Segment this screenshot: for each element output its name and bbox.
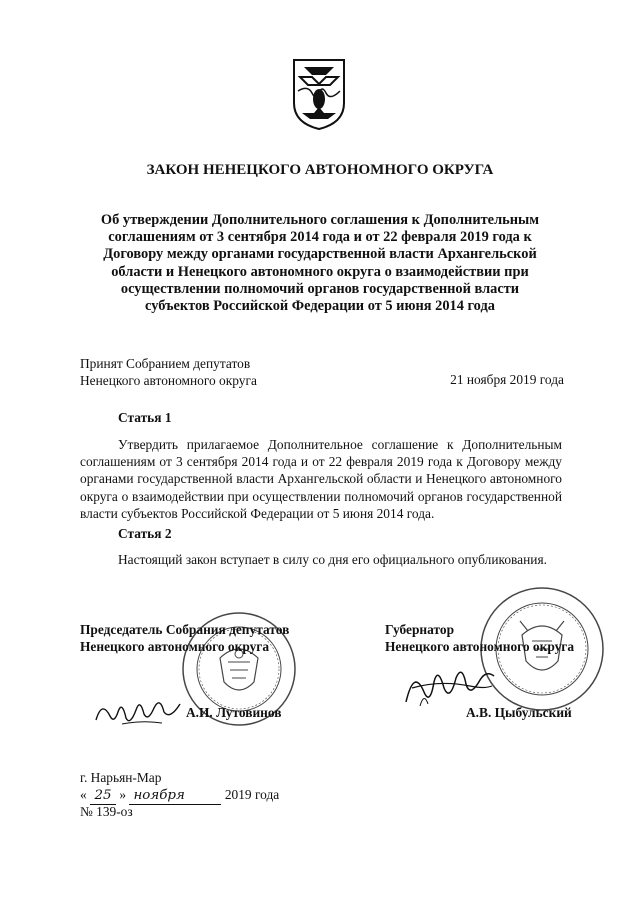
document-title: ЗАКОН НЕНЕЦКОГО АВТОНОМНОГО ОКРУГА [146,162,494,178]
date-year: 2019 года [224,787,280,802]
date-month-handwritten: ноября [129,787,221,805]
document-subject [70,212,570,315]
subject-line: Об утверждении Дополнительного соглашения к Дополнительным [100,212,540,228]
subject-line: субъектов Российской Федерации от 5 июня 2014 года [145,298,495,315]
right-signatory-title-line1: Губернатор [385,622,455,637]
left-signatory-title-line2: Ненецкого автономного округа [80,639,270,654]
article-2-heading: Статья 2 [118,526,172,541]
adopted-by-line2: Ненецкого автономного округа [80,373,257,388]
article-2-text: Настоящий закон вступает в силу со дня его официального опубликования. [118,552,547,567]
left-signatory-title-line1: Председатель Собрания депутатов [80,622,290,637]
subject-line: осуществлении полномочий органов государственной власти [120,280,520,297]
right-handwritten-signature [400,662,500,710]
right-signatory-title [385,621,574,655]
adoption-date: 21 ноября 2019 года [450,372,564,387]
article-1-heading: Статья 1 [118,410,172,425]
right-signatory-title-line2: Ненецкого автономного округа [385,639,575,654]
left-signatory-title [80,621,289,655]
subject-line: Договору между органами государственной власти Архангельской [103,246,537,263]
date-close-quote: » [119,787,127,802]
law-number: № 139-оз [80,804,133,819]
article-1-text: Утвердить прилагаемое Дополнительное соглашение к Дополнительным соглашениям от 3 сентября 2014 года и от 22 февраля 2019 года к Договору между органами государственной власти Архангельской области и Ненецкого автономного округа о взаимодействии при осуществлении полномочий органов государственной власти субъектов Российской Федерации от 5 июня 2014 года. [80,437,562,521]
adopted-by-line1: Принят Собранием депутатов [80,356,251,371]
place-of-signing: г. Нарьян-Мар [80,770,162,785]
right-signatory-name: А.В. Цыбульский [466,705,572,720]
subject-line: соглашениям от 3 сентября 2014 года и от 22 февраля 2019 года к [108,229,532,246]
date-open-quote: « [80,787,87,802]
left-handwritten-signature [92,690,184,730]
subject-line: области и Ненецкого автономного округа о взаимодействии при [111,263,529,280]
coat-of-arms-emblem [290,57,348,131]
left-signatory-name: А.И. Лутовинов [186,705,282,720]
date-day-handwritten: 25 [90,787,116,805]
